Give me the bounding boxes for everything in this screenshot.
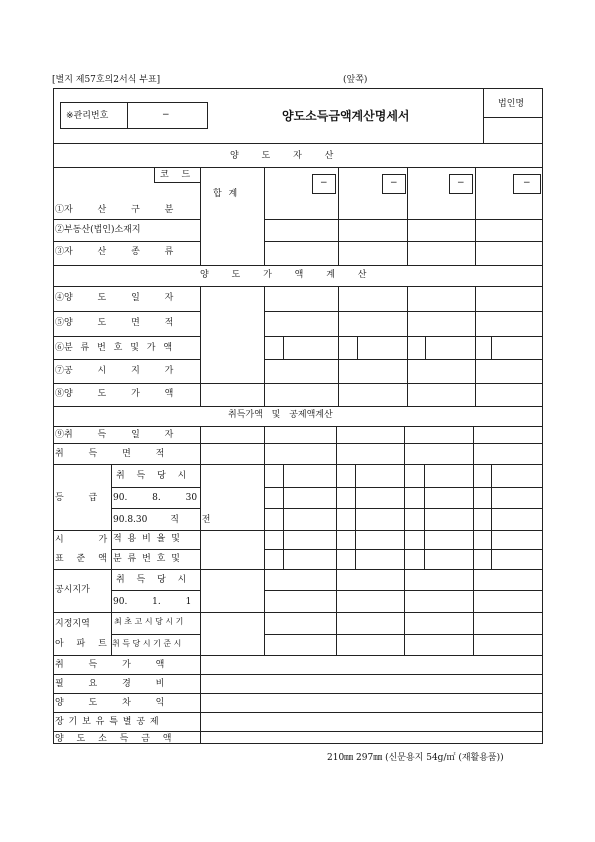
grade-date: 90. 8. 30: [113, 493, 198, 503]
row-transfer-value: ⑧양 도 가 액: [55, 389, 174, 399]
row-transfer-area: ⑤양 도 면 적: [55, 318, 174, 328]
row-asset-type: ③자 산 종 류: [55, 247, 174, 257]
code-label: 코 드: [160, 170, 191, 180]
std-value-label-1: 시 가: [55, 535, 108, 545]
paper-spec: 210㎜ 297㎜ (신문용지 54g/㎡ (재활용품)): [327, 753, 504, 763]
row-necessary-expenses: 필 요 경 비: [55, 679, 165, 689]
code-dash-2: −: [390, 178, 398, 188]
row-transfer-date: ④양 도 일 자: [55, 293, 174, 303]
row-class-number-value: ⑥분 류 번 호 및 가 액: [55, 343, 173, 353]
section-asset: 양 도 자 산: [230, 151, 334, 161]
std-class-number-and: 분 류 번 호 및: [113, 554, 180, 564]
corporation-name-label: 법인명: [498, 99, 525, 109]
row-grade-label: 등 급: [55, 493, 98, 503]
official-price-label: 공시지가: [55, 585, 90, 595]
form-reference: [별지 제57호의2서식 부표]: [52, 75, 161, 85]
std-ratio-and: 적 용 비 율 및: [113, 534, 180, 544]
code-dash-1: −: [320, 178, 328, 188]
management-number-label: ※관리번호: [66, 111, 109, 121]
form-title: 양도소득금액계산명세서: [282, 109, 410, 123]
apt-acquisition-basis: 취 득 당 시 기 준 시: [112, 639, 182, 648]
apt-label-1: 지정지역: [55, 619, 90, 629]
grade-before-date: 90.8.30 직 전: [113, 515, 211, 525]
section-transfer-calc: 양 도 가 액 계 산: [200, 270, 367, 280]
row-long-term-deduction: 장 기 보 유 특 별 공 제: [55, 717, 159, 727]
page-side-label: (앞쪽): [343, 75, 368, 85]
row-transfer-gain: 양 도 차 익: [55, 698, 165, 708]
apt-first-notice: 최 초 고 시 당 시 기: [114, 617, 184, 626]
section-acquisition-calc: 취득가액 및 공제액계산: [228, 410, 333, 420]
code-dash-4: −: [523, 178, 531, 188]
row-property-location: ②부동산(법인)소재지: [55, 225, 141, 235]
std-value-label-2: 표 준 액: [55, 554, 107, 564]
row-official-land-price: ⑦공 시 지 가: [55, 366, 174, 376]
row-acquisition-value: 취 득 가 액: [55, 660, 165, 670]
official-at-acquisition: 취 득 당 시: [116, 575, 187, 585]
sum-label: 합 계: [213, 189, 238, 199]
row-acquisition-date: ⑨취 득 일 자: [55, 430, 174, 440]
official-date: 90. 1. 1: [113, 597, 192, 607]
row-transfer-income: 양 도 소 득 금 액: [55, 734, 172, 744]
code-dash-3: −: [457, 178, 465, 188]
grade-at-acquisition: 취 득 당 시: [116, 471, 187, 481]
row-asset-category: ①자 산 구 분: [55, 205, 174, 215]
row-acquisition-area: 취 득 면 적: [55, 449, 165, 459]
management-number-value[interactable]: −: [162, 110, 170, 120]
apt-label-2: 아 파 트: [55, 639, 107, 649]
